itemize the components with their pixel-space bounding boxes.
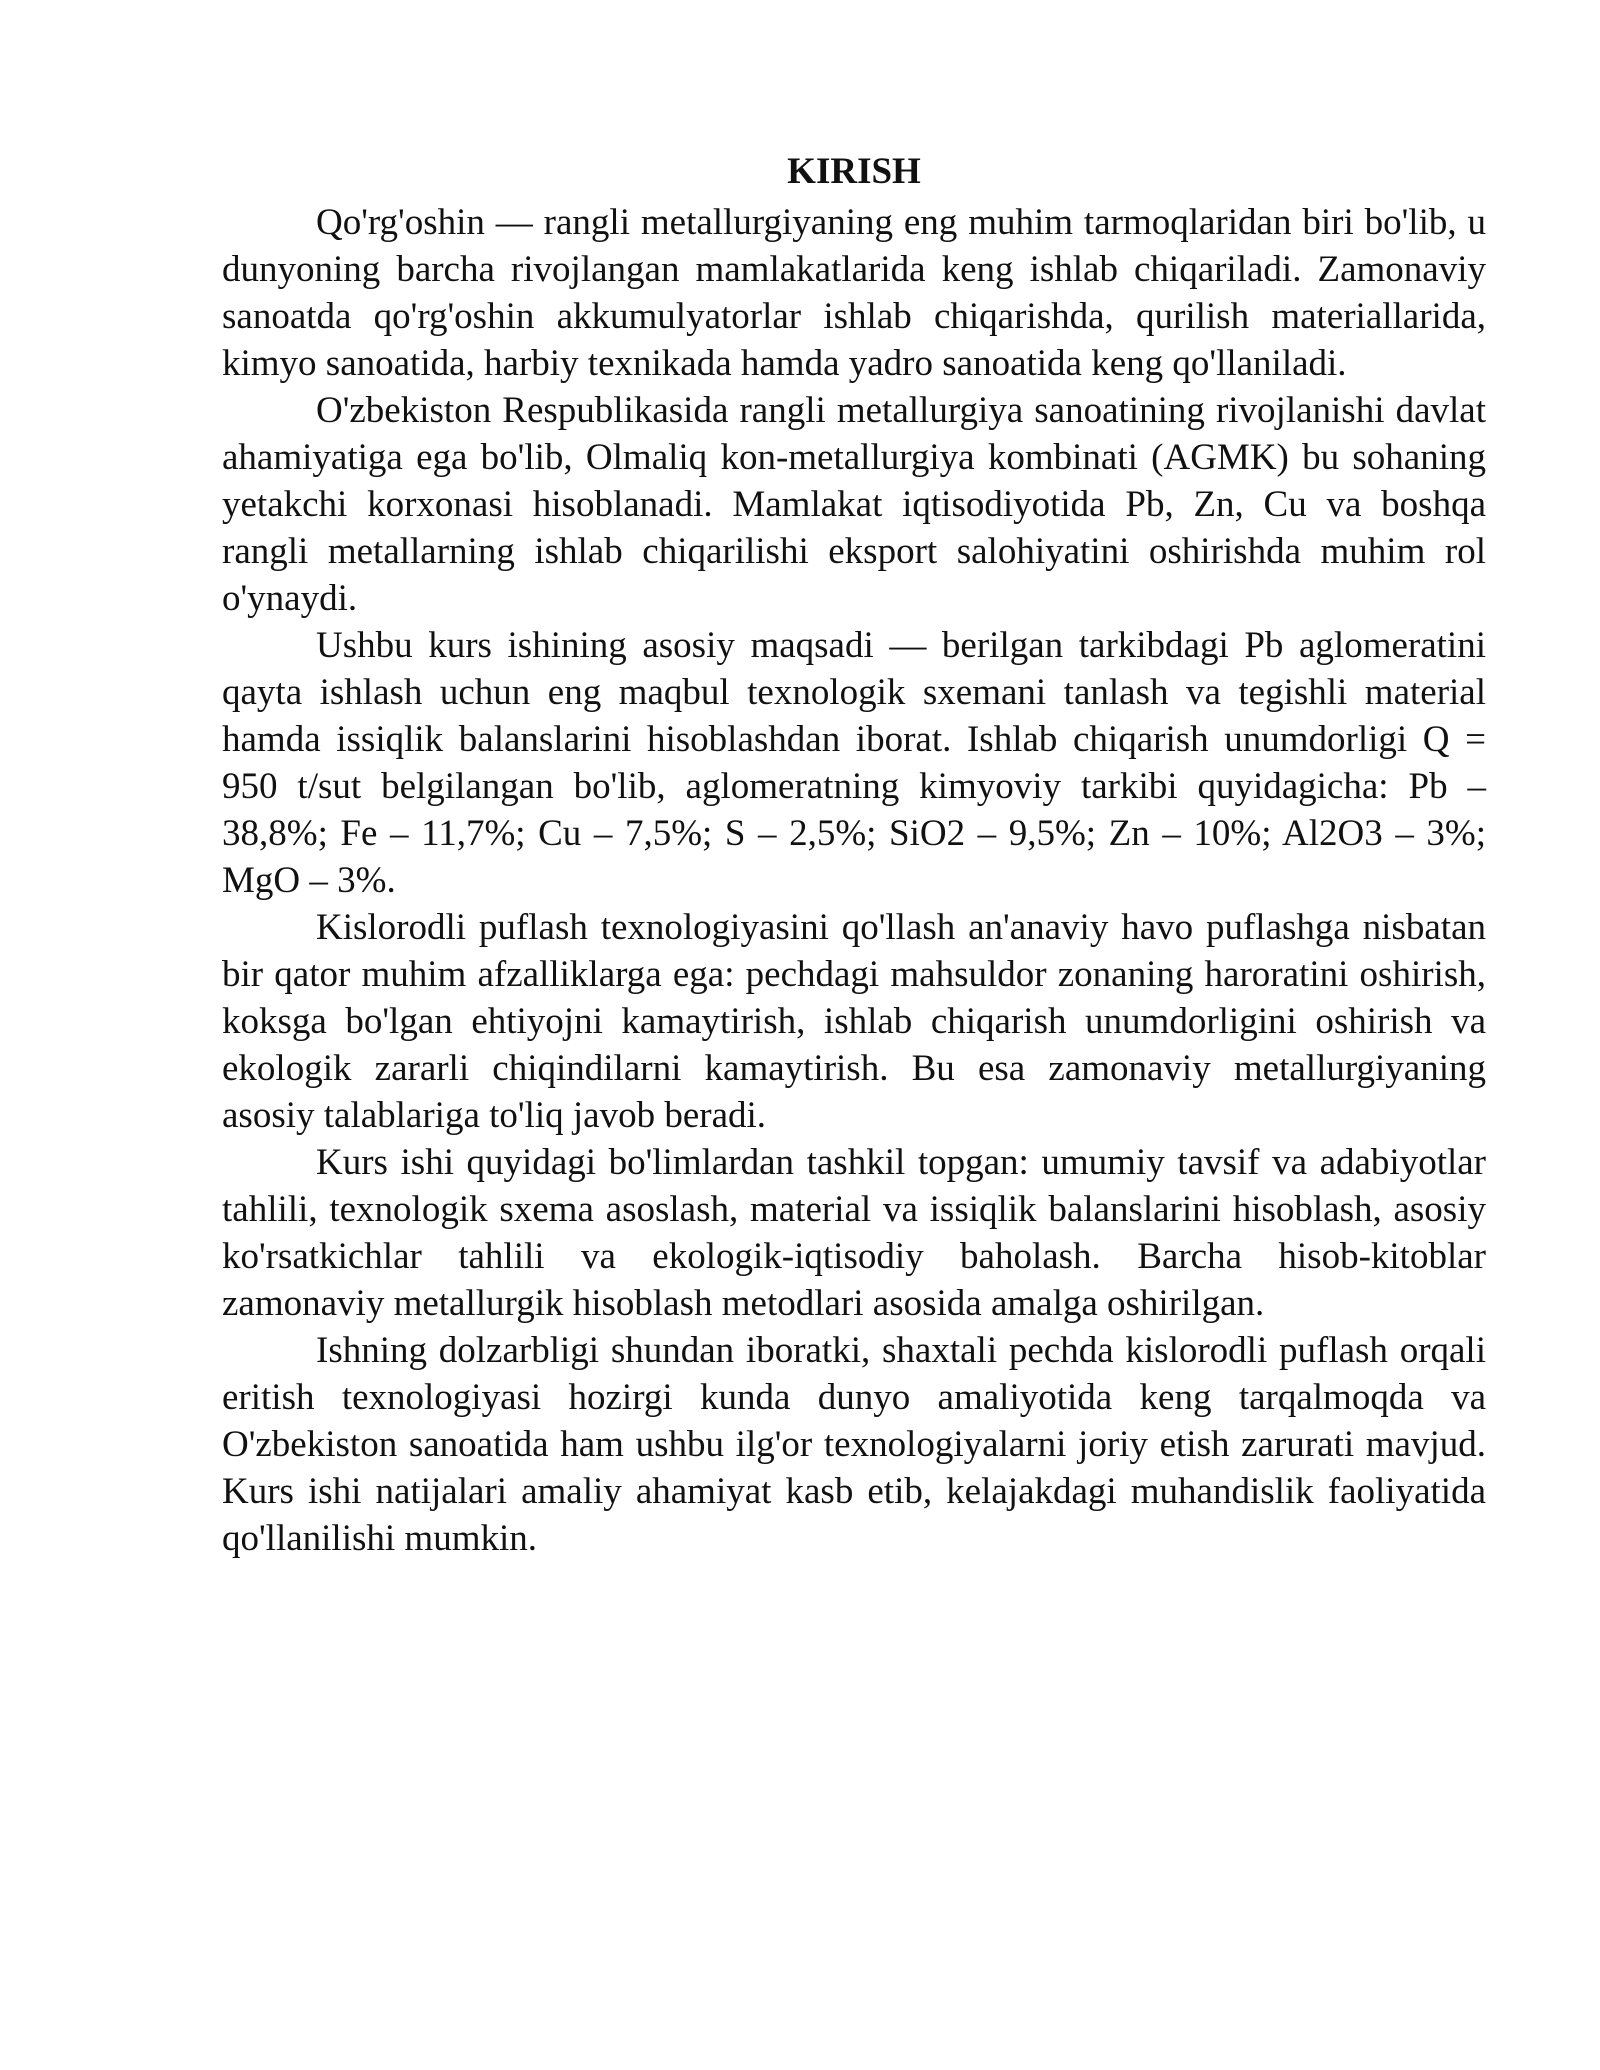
paragraph-oxygen-blowing: Kislorodli puflash texnologiyasini qo'llash an'anaviy havo puflashga nisbatan bir qator muhim afzalliklarga ega: pechdagi mahsuldor zonaning haroratini oshirish, koksga bo'lgan ehtiyojni kamaytirish, ishlab chiqarish unumdorligini oshirish va ekologik zararli chiqindilarni kamaytirish. Bu esa zamonaviy metallurgiyaning asosiy talablariga to'liq javob beradi. — [222, 907, 1486, 1136]
paragraph-structure: Kurs ishi quyidagi bo'limlardan tashkil topgan: umumiy tavsif va adabiyotlar tahlili, texnologik sxema asoslash, material va issiqlik balanslarini hisoblash, asosiy ko'rsatkichlar tahlili va ekologik-iqtisodiy baholash. Barcha hisob-kitoblar zamonaviy metallurgik hisoblash metodlari asosida amalga oshirilgan. — [222, 1142, 1486, 1324]
paragraph-relevance: Ishning dolzarbligi shundan iboratki, shaxtali pechda kislorodli puflash orqali eritish texnologiyasi hozirgi kunda dunyo amaliyotida keng tarqalmoqda va O'zbekiston sanoatida ham ushbu ilg'or texnologiyalarni joriy etish zarurati mavjud. Kurs ishi natijalari amaliy ahamiyat kasb etib, kelajakdagi muhandislik faoliyatida qo'llanilishi mumkin. — [222, 1330, 1486, 1559]
paragraph-uzbekistan: O'zbekiston Respublikasida rangli metallurgiya sanoatining rivojlanishi davlat ahamiyatiga ega bo'lib, Olmaliq kon-metallurgiya kombinati (AGMK) bu sohaning yetakchi korxonasi hisoblanadi. Mamlakat iqtisodiyotida Pb, Zn, Cu va boshqa rangli metallarning ishlab chiqarilishi eksport salohiyatini oshirishda muhim rol o'ynaydi. — [222, 390, 1486, 619]
page-title: KIRISH — [787, 151, 921, 192]
paragraph-goal: Ushbu kurs ishining asosiy maqsadi — berilgan tarkibdagi Pb aglomeratini qayta ishlash uchun eng maqbul texnologik sxemani tanlash va tegishli material hamda issiqlik balanslarini hisoblashdan iborat. Ishlab chiqarish unumdorligi Q = 950 t/sut belgilangan bo'lib, aglomeratning kimyoviy tarkibi quyidagicha: Pb – 38,8%; Fe – 11,7%; Cu – 7,5%; S – 2,5%; SiO2 – 9,5%; Zn – 10%; Al2O3 – 3%; MgO – 3%. — [222, 625, 1486, 901]
document-page — [222, 148, 1486, 1562]
paragraph-intro: Qo'rg'oshin — rangli metallurgiyaning eng muhim tarmoqlaridan biri bo'lib, u dunyoning barcha rivojlangan mamlakatlarida keng ishlab chiqariladi. Zamonaviy sanoatda qo'rg'oshin akkumulyatorlar ishlab chiqarishda, qurilish materiallarida, kimyo sanoatida, harbiy texnikada hamda yadro sanoatida keng qo'llaniladi. — [222, 202, 1486, 384]
